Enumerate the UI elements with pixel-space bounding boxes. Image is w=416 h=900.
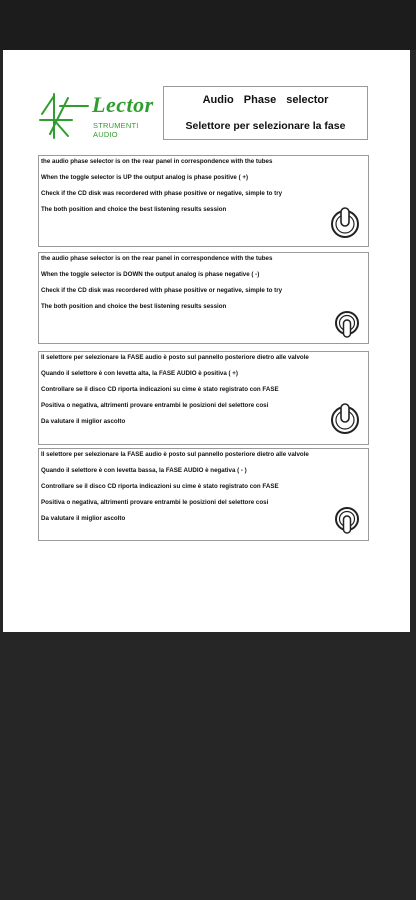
title-english: Audio Phase selector (202, 94, 329, 106)
section-line: Il selettore per selezionare la FASE audio è posto sul pannello posteriore dietro alle valvole (41, 354, 309, 361)
section-line: Controllare se il disco CD riporta indicazioni su cime è stato registrato con FASE (41, 483, 279, 490)
section-en-up (38, 155, 369, 247)
section-line: When the toggle selector is UP the output analog is phase positive ( +) (41, 174, 249, 181)
section-it-up (38, 351, 369, 445)
section-line: Controllare se il disco CD riporta indicazioni su cime è stato registrato con FASE (41, 386, 279, 393)
title-italian: Selettore per selezionare la fase (185, 120, 346, 132)
toggle-down-icon (334, 507, 360, 535)
logo-subtitle: STRUMENTI AUDIO (93, 121, 139, 139)
section-it-down (38, 448, 369, 541)
section-line: Quando il selettore è con levetta bassa, la FASE AUDIO è negativa ( - ) (41, 467, 247, 474)
section-line: Positiva o negativa, altrimenti provare entrambi le posizioni del selettore cosi (41, 499, 269, 506)
section-line: The both position and choice the best listening results session (41, 206, 227, 213)
section-line: Quando il selettore è con levetta alta, la FASE AUDIO è positiva ( +) (41, 370, 238, 377)
section-line: When the toggle selector is DOWN the output analog is phase negative ( -) (41, 271, 260, 278)
title-box (163, 86, 368, 140)
section-line: the audio phase selector is on the rear panel in correspondence with the tubes (41, 255, 273, 262)
lector-logo (38, 90, 158, 142)
toggle-up-icon (330, 402, 360, 436)
section-line: Da valutare il miglior ascolto (41, 515, 126, 522)
logo-wordmark: Lector (92, 92, 154, 117)
viewer-top-bar (0, 0, 416, 50)
section-line: Il selettore per selezionare la FASE audio è posto sul pannello posteriore dietro alle valvole (41, 451, 309, 458)
section-en-down (38, 252, 369, 344)
section-line: Check if the CD disk was recordered with phase positive or negative, simple to try (41, 190, 283, 197)
section-line: Da valutare il miglior ascolto (41, 418, 126, 425)
toggle-up-icon (330, 206, 360, 240)
lector-emblem-icon (38, 90, 94, 142)
section-line: Check if the CD disk was recordered with phase positive or negative, simple to try (41, 287, 283, 294)
section-line: the audio phase selector is on the rear panel in correspondence with the tubes (41, 158, 273, 165)
toggle-down-icon (334, 311, 360, 339)
section-line: The both position and choice the best listening results session (41, 303, 227, 310)
section-line: Positiva o negativa, altrimenti provare entrambi le posizioni del selettore cosi (41, 402, 269, 409)
